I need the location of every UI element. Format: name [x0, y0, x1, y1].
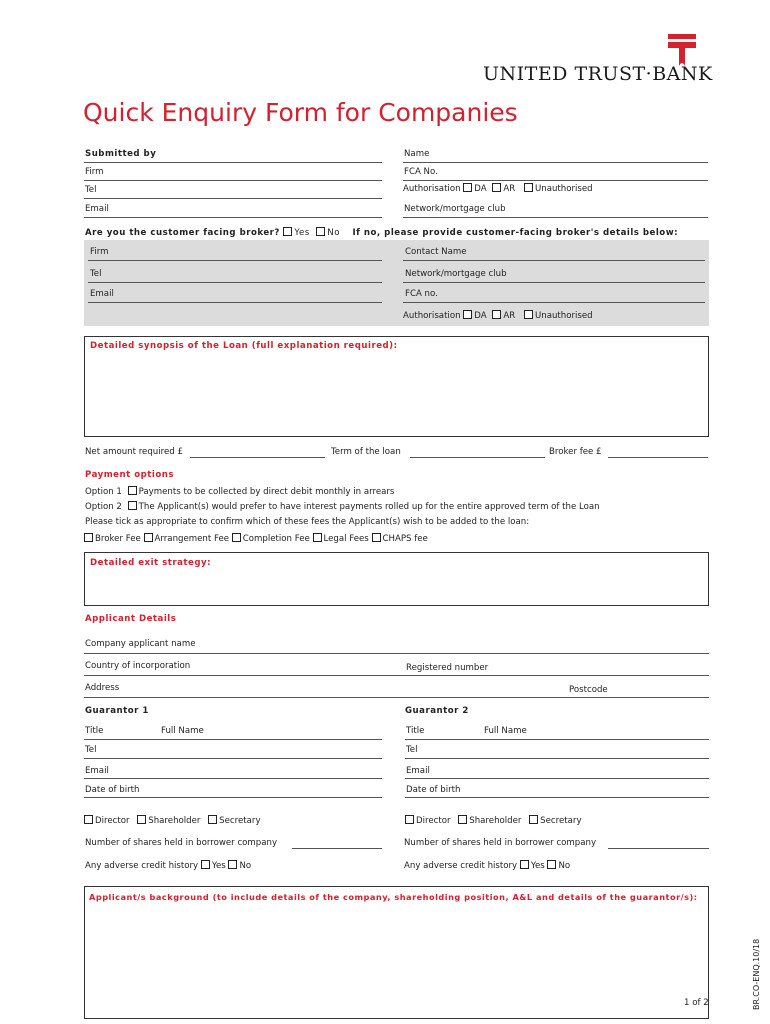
firm-label: Firm — [85, 167, 104, 177]
registered-number-label: Registered number — [406, 663, 489, 673]
guarantor-2-full-name-label: Full Name — [484, 726, 527, 736]
fees-row — [84, 533, 428, 544]
option2-row — [85, 501, 600, 512]
email-label: Email — [85, 204, 109, 214]
fca-no-label: FCA No. — [404, 167, 438, 177]
brand-name: UNITED TRUST·BANK — [483, 63, 713, 85]
customer-facing-instruction: If no, please provide customer-facing broker's details below: — [352, 228, 679, 238]
guarantor-2-shares-line[interactable] — [608, 848, 709, 849]
option1-label: Option 1 — [85, 487, 122, 497]
company-name-label: Company applicant name — [85, 639, 196, 649]
guarantor-2-tel-line[interactable] — [405, 758, 709, 759]
country-line[interactable] — [84, 675, 709, 676]
broker-tel-line[interactable] — [88, 282, 382, 283]
authorisation-label: Authorisation — [403, 184, 461, 194]
da-label: DA — [474, 184, 487, 194]
submitted-by-line[interactable] — [84, 162, 382, 163]
guarantor-1-adverse-no-label: No — [239, 861, 252, 871]
unauthorised-label: Unauthorised — [534, 184, 593, 194]
guarantor-2-heading: Guarantor 2 — [405, 706, 469, 716]
guarantor-2-title-line[interactable] — [405, 739, 709, 740]
payment-options-heading: Payment options — [85, 470, 174, 480]
net-amount-line[interactable] — [190, 457, 325, 458]
postcode-label: Postcode — [569, 685, 608, 695]
guarantor-2-dob-label: Date of birth — [406, 785, 461, 795]
broker-network-label: Network/mortgage club — [405, 269, 507, 279]
guarantor-1-title-label: Title — [85, 726, 104, 736]
name-label: Name — [404, 149, 430, 159]
fee-legal-label: Legal Fees — [323, 534, 369, 544]
guarantor-1-title-line[interactable] — [84, 739, 382, 740]
fee-arrangement-label: Arrangement Fee — [154, 534, 230, 544]
fca-no-line[interactable] — [403, 180, 708, 181]
synopsis-label: Detailed synopsis of the Loan (full explanation required): — [90, 341, 398, 351]
page-number: 1 of 2 — [684, 998, 709, 1008]
broker-contact-name-label: Contact Name — [405, 247, 467, 257]
guarantor-1-adverse-label: Any adverse credit history — [85, 861, 199, 871]
guarantor-2-title-label: Title — [406, 726, 425, 736]
ar-checkbox[interactable] — [492, 183, 501, 192]
authorisation-row — [403, 183, 593, 194]
tel-line[interactable] — [84, 198, 382, 199]
utb-logo-icon — [668, 34, 696, 66]
broker-email-label: Email — [90, 289, 114, 299]
guarantor-2-adverse-row — [404, 860, 570, 871]
guarantor-1-secretary-checkbox[interactable] — [208, 815, 217, 824]
broker-unauthorised-label: Unauthorised — [534, 311, 593, 321]
broker-ar-label: AR — [503, 311, 516, 321]
guarantor-1-tel-label: Tel — [85, 745, 97, 755]
option2-checkbox[interactable] — [128, 501, 137, 510]
guarantor-2-secretary-label: Secretary — [540, 816, 582, 826]
customer-facing-question: Are you the customer facing broker? — [85, 228, 280, 238]
guarantor-1-adverse-row — [85, 860, 251, 871]
guarantor-2-email-line[interactable] — [405, 778, 709, 779]
guarantor-1-adverse-yes-checkbox[interactable] — [201, 860, 210, 869]
broker-da-label: DA — [474, 311, 487, 321]
network-line[interactable] — [403, 217, 708, 218]
broker-ar-checkbox[interactable] — [492, 310, 501, 319]
guarantor-2-roles-row — [405, 815, 582, 826]
ar-label: AR — [503, 184, 516, 194]
fee-completion-label: Completion Fee — [242, 534, 310, 544]
guarantor-2-secretary-checkbox[interactable] — [529, 815, 538, 824]
customer-facing-no-checkbox[interactable] — [316, 227, 325, 236]
customer-facing-yes-label: Yes — [294, 228, 310, 238]
guarantor-2-tel-label: Tel — [406, 745, 418, 755]
completion-fee-checkbox[interactable] — [232, 533, 241, 542]
guarantor-2-email-label: Email — [406, 766, 430, 776]
firm-line[interactable] — [84, 180, 382, 181]
guarantor-1-secretary-label: Secretary — [219, 816, 261, 826]
broker-firm-label: Firm — [90, 247, 109, 257]
exit-strategy-label: Detailed exit strategy: — [90, 558, 212, 568]
background-textarea[interactable] — [84, 886, 709, 1019]
guarantor-2-director-label: Director — [416, 816, 451, 826]
guarantor-1-full-name-label: Full Name — [161, 726, 204, 736]
term-label: Term of the loan — [331, 447, 401, 457]
guarantor-1-dob-line[interactable] — [84, 797, 382, 798]
guarantor-1-tel-line[interactable] — [84, 758, 382, 759]
broker-authorisation-row — [403, 310, 593, 321]
guarantor-1-roles-row — [84, 815, 261, 826]
broker-details-panel — [84, 240, 709, 326]
guarantor-1-shareholder-label: Shareholder — [148, 816, 201, 826]
guarantor-1-director-checkbox[interactable] — [84, 815, 93, 824]
broker-fee-label: Broker fee £ — [549, 447, 602, 457]
guarantor-2-shareholder-label: Shareholder — [469, 816, 522, 826]
guarantor-1-email-label: Email — [85, 766, 109, 776]
submitted-by-label: Submitted by — [85, 149, 157, 159]
fee-broker-label: Broker Fee — [95, 534, 141, 544]
broker-da-checkbox[interactable] — [463, 310, 472, 319]
option2-text: The Applicant(s) would prefer to have interest payments rolled up for the entire approved term of the Loan — [138, 502, 600, 512]
unauthorised-checkbox[interactable] — [524, 183, 533, 192]
broker-fee-checkbox[interactable] — [84, 533, 93, 542]
broker-tel-label: Tel — [90, 269, 102, 279]
broker-authorisation-label: Authorisation — [403, 311, 461, 321]
name-line[interactable] — [403, 162, 708, 163]
option2-label: Option 2 — [85, 502, 122, 512]
network-label: Network/mortgage club — [404, 204, 506, 214]
guarantor-1-shares-label: Number of shares held in borrower company — [85, 838, 278, 848]
address-line[interactable] — [84, 697, 709, 698]
company-name-line[interactable] — [84, 653, 709, 654]
guarantor-2-adverse-label: Any adverse credit history — [404, 861, 518, 871]
address-label: Address — [85, 683, 120, 693]
guarantor-2-shareholder-checkbox[interactable] — [458, 815, 467, 824]
guarantor-1-dob-label: Date of birth — [85, 785, 140, 795]
guarantor-2-director-checkbox[interactable] — [405, 815, 414, 824]
term-line[interactable] — [410, 457, 545, 458]
broker-fca-no-label: FCA no. — [405, 289, 438, 299]
guarantor-1-adverse-yes-label: Yes — [211, 861, 226, 871]
document-ref: BR.CO-ENQ.10/18 — [752, 938, 761, 1010]
broker-email-line[interactable] — [88, 302, 382, 303]
guarantor-2-adverse-yes-checkbox[interactable] — [520, 860, 529, 869]
customer-facing-row — [85, 227, 678, 238]
broker-firm-line[interactable] — [88, 260, 382, 261]
broker-fee-line[interactable] — [608, 457, 708, 458]
guarantor-2-adverse-yes-label: Yes — [530, 861, 545, 871]
option1-checkbox[interactable] — [128, 486, 137, 495]
da-checkbox[interactable] — [463, 183, 472, 192]
option1-row — [85, 486, 394, 497]
applicant-details-heading: Applicant Details — [85, 614, 177, 624]
guarantor-1-adverse-no-checkbox[interactable] — [228, 860, 237, 869]
fees-instruction: Please tick as appropriate to confirm which of these fees the Applicant(s) wish to be added to the loan: — [85, 517, 530, 527]
fee-chaps-label: CHAPS fee — [382, 534, 428, 544]
guarantor-1-director-label: Director — [95, 816, 130, 826]
guarantor-1-email-line[interactable] — [84, 778, 382, 779]
guarantor-1-heading: Guarantor 1 — [85, 706, 149, 716]
tel-label: Tel — [85, 185, 97, 195]
guarantor-1-shares-line[interactable] — [292, 848, 382, 849]
broker-network-line[interactable] — [403, 282, 705, 283]
page-title: Quick Enquiry Form for Companies — [83, 98, 518, 127]
chaps-fee-checkbox[interactable] — [372, 533, 381, 542]
email-line[interactable] — [84, 217, 382, 218]
arrangement-fee-checkbox[interactable] — [144, 533, 153, 542]
broker-fca-no-line[interactable] — [403, 302, 705, 303]
guarantor-2-shares-label: Number of shares held in borrower company — [404, 838, 597, 848]
guarantor-2-dob-line[interactable] — [405, 797, 709, 798]
option1-text: Payments to be collected by direct debit monthly in arrears — [138, 487, 395, 497]
legal-fees-checkbox[interactable] — [313, 533, 322, 542]
broker-unauthorised-checkbox[interactable] — [524, 310, 533, 319]
broker-contact-name-line[interactable] — [403, 260, 705, 261]
background-label: Applicant/s background (to include details of the company, shareholding position, A&L and details of the guarantor/s): — [89, 892, 698, 902]
synopsis-textarea[interactable] — [84, 336, 709, 437]
guarantor-2-adverse-no-checkbox[interactable] — [547, 860, 556, 869]
net-amount-label: Net amount required £ — [85, 447, 183, 457]
country-label: Country of incorporation — [85, 661, 191, 671]
customer-facing-no-label: No — [327, 228, 340, 238]
guarantor-2-adverse-no-label: No — [558, 861, 571, 871]
customer-facing-yes-checkbox[interactable] — [283, 227, 292, 236]
guarantor-1-shareholder-checkbox[interactable] — [137, 815, 146, 824]
